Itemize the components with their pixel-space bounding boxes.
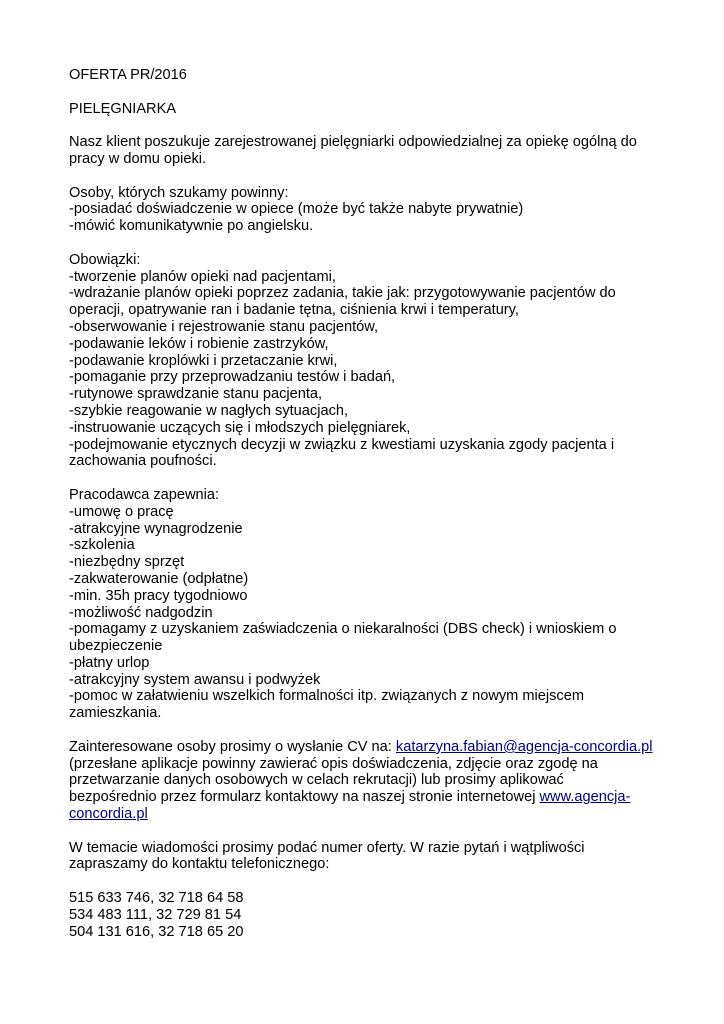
benefit-line: -atrakcyjny system awansu i podwyżek [69, 671, 321, 688]
spacer [69, 873, 669, 890]
contact-note-line: zapraszamy do kontaktu telefonicznego: [69, 856, 330, 873]
duty-line: -tworzenie planów opieki nad pacjentami, [69, 268, 336, 285]
benefit-line: ubezpieczenie [69, 638, 163, 655]
duty-line: -instruowanie uczących się i młodszych pielęgniarek, [69, 419, 411, 436]
duty-line: -podejmowanie etycznych decyzji w związku z kwestiami uzyskania zgody pacjenta i [69, 436, 615, 453]
requirements-heading: Osoby, których szukamy powinny: [69, 184, 289, 201]
application-section [69, 739, 669, 823]
duty-line: -rutynowe sprawdzanie stanu pacjenta, [69, 386, 323, 403]
benefits-heading: Pracodawca zapewnia: [69, 486, 220, 503]
website-link[interactable]: www.agencja- [539, 789, 631, 806]
intro-line: pracy w domu opieki. [69, 150, 207, 167]
benefit-line: -zakwaterowanie (odpłatne) [69, 570, 249, 587]
website-link-continued[interactable]: concordia.pl [69, 806, 148, 823]
duty-line: -pomaganie przy przeprowadzaniu testów i badań, [69, 369, 396, 386]
benefit-line: -atrakcyjne wynagrodzenie [69, 520, 243, 537]
application-line: (przesłane aplikacje powinny zawierać opis doświadczenia, zdjęcie oraz zgodę na [69, 755, 598, 772]
spacer [69, 117, 669, 134]
application-line: przetwarzanie danych osobowych w celach rekrutacji) lub prosimy aplikować [69, 772, 564, 789]
benefit-line: -szkolenia [69, 537, 135, 554]
requirements-section [69, 185, 669, 235]
spacer [69, 722, 669, 739]
application-line [69, 806, 669, 823]
spacer [69, 168, 669, 185]
phone-list [69, 890, 669, 940]
benefit-line: -płatny urlop [69, 654, 150, 671]
spacer [69, 84, 669, 101]
duty-line: -wdrażanie planów opieki poprzez zadania, takie jak: przygotowywanie pacjentów do [69, 285, 616, 302]
benefit-line: -niezbędny sprzęt [69, 554, 185, 571]
application-website-prefix: bezpośrednio przez formularz kontaktowy na naszej stronie internetowej [69, 789, 540, 806]
benefit-line: -możliwość nadgodzin [69, 604, 213, 621]
application-line [69, 789, 669, 806]
duty-line: operacji, opatrywanie ran i badanie tętna, ciśnienia krwi i temperatury, [69, 302, 519, 319]
email-link[interactable]: katarzyna.fabian@agencja-concordia.pl [395, 738, 653, 755]
benefit-line: -pomagamy z uzyskaniem zaświadczenia o niekaralności (DBS check) i wnioskiem o [69, 621, 617, 638]
intro-line: Nasz klient poszukuje zarejestrowanej pielęgniarki odpowiedzialnej za opiekę ogólną do [69, 134, 637, 151]
contact-note [69, 840, 669, 874]
benefit-line: -min. 35h pracy tygodniowo [69, 587, 248, 604]
benefits-section [69, 487, 669, 722]
duties-heading: Obowiązki: [69, 251, 141, 268]
contact-note-line: W temacie wiadomości prosimy podać numer oferty. W razie pytań i wątpliwości [69, 839, 585, 856]
duty-line: -podawanie leków i robienie zastrzyków, [69, 335, 329, 352]
offer-code: OFERTA PR/2016 [69, 67, 187, 83]
intro-paragraph [69, 134, 669, 168]
phone-numbers: 534 483 111, 32 729 81 54 [69, 906, 242, 923]
spacer [69, 470, 669, 487]
requirement-item: -mówić komunikatywnie po angielsku. [69, 218, 314, 235]
duty-line: -obserwowanie i rejestrowanie stanu pacjentów, [69, 318, 379, 335]
requirement-item: -posiadać doświadczenie w opiece (może być także nabyte prywatnie) [69, 201, 524, 218]
application-line [69, 739, 669, 756]
duties-section [69, 252, 669, 470]
benefit-line: -umowę o pracę [69, 503, 174, 520]
spacer [69, 823, 669, 840]
benefit-line: -pomoc w załatwieniu wszelkich formalności itp. związanych z nowym miejscem [69, 688, 584, 705]
benefit-line: zamieszkania. [69, 705, 162, 722]
duty-line: -szybkie reagowanie w nagłych sytuacjach, [69, 402, 349, 419]
job-title: PIELĘGNIARKA [69, 100, 177, 117]
document-page [69, 67, 669, 940]
duty-line: zachowania poufności. [69, 453, 217, 470]
phone-numbers: 504 131 616, 32 718 65 20 [69, 923, 244, 940]
spacer [69, 235, 669, 252]
application-prefix: Zainteresowane osoby prosimy o wysłanie CV na: [69, 738, 396, 755]
phone-numbers: 515 633 746, 32 718 64 58 [69, 890, 244, 907]
duty-line: -podawanie kroplówki i przetaczanie krwi, [69, 352, 338, 369]
